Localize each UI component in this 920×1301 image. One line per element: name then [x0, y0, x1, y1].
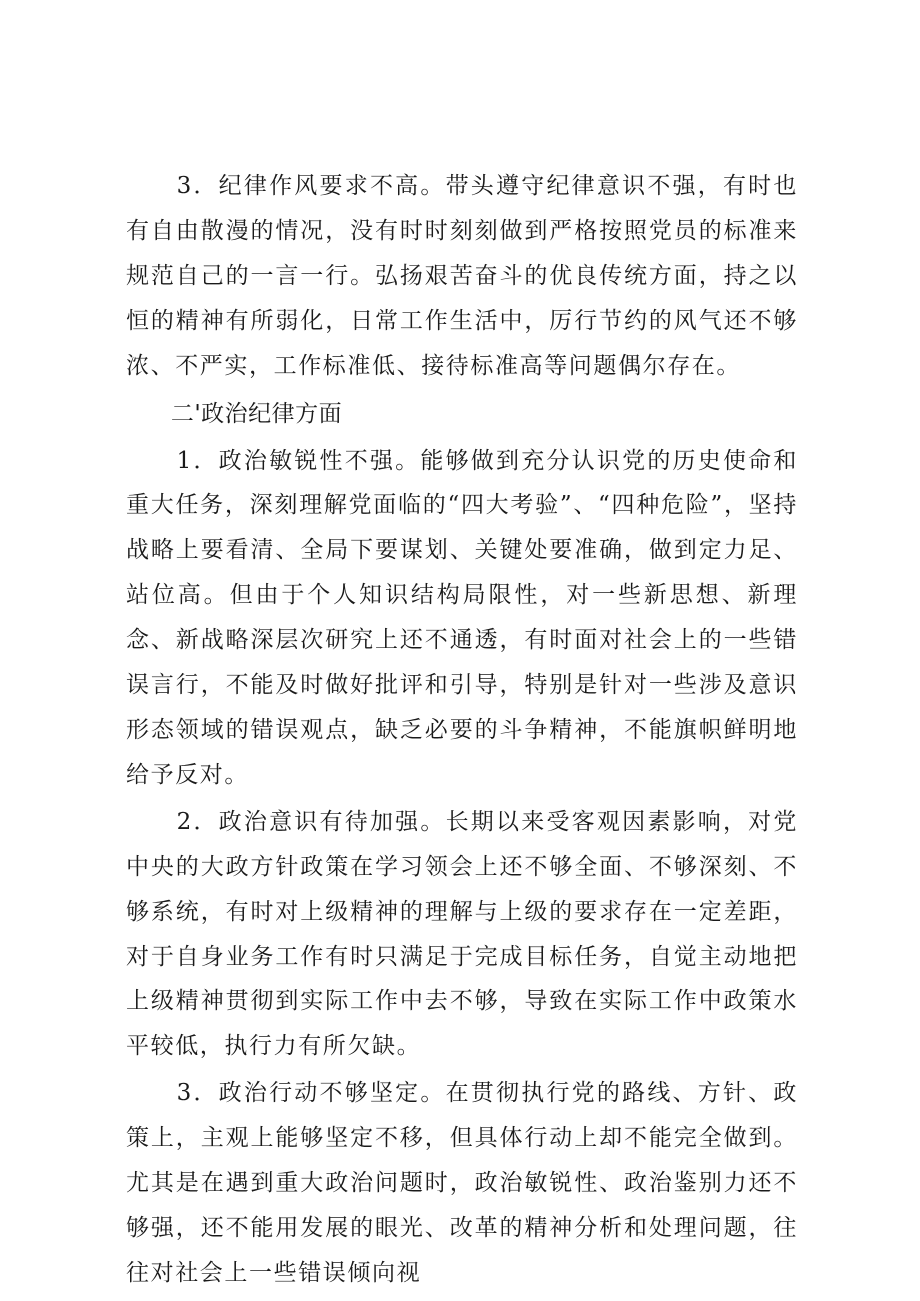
paragraph-discipline-style: 3．纪律作风要求不高。带头遵守纪律意识不强，有时也有自由散漫的情况，没有时时刻刻做到严格按照党员的标准来规范自己的一言一行。弘扬艰苦奋斗的优良传统方面，持之以恒的精神有所弱化，日常工作生活中，厉行节约的风气还不够浓、不严实，工作标准低、接待标准高等问题偶尔存在。 — [126, 173, 798, 379]
section-heading-political-discipline: 二'政治纪律方面 — [170, 400, 343, 427]
paragraph-political-sensitivity: 1．政治敏锐性不强。能够做到充分认识党的历史使命和重大任务，深刻理解党面临的“四大考验”、“四种危险”，坚持战略上要看清、全局下要谋划、关键处要准确，做到定力足、站位高。但由于个人知识结构局限性，对一些新思想、新理念、新战略深层次研究上还不通透，有时面对社会上的一些错误言行，不能及时做好批评和引导，特别是针对一些涉及意识形态领域的错误观点，缺乏必要的斗争精神，不能旗帜鲜明地给予反对。 — [126, 447, 798, 788]
paragraph-political-awareness: 2．政治意识有待加强。长期以来受客观因素影响，对党中央的大政方针政策在学习领会上还不够全面、不够深刻、不够系统，有时对上级精神的理解与上级的要求存在一定差距，对于自身业务工作有时只满足于完成目标任务，自觉主动地把上级精神贯彻到实际工作中去不够，导致在实际工作中政策水平较低，执行力有所欠缺。 — [126, 808, 798, 1060]
document-body — [126, 164, 798, 1298]
paragraph-political-action: 3．政治行动不够坚定。在贯彻执行党的路线、方针、政策上，主观上能够坚定不移，但具体行动上却不能完全做到。尤其是在遇到重大政治问题时，政治敏锐性、政治鉴别力还不够强，还不能用发展的眼光、改革的精神分析和处理问题，往往对社会上一些错误倾向视 — [126, 1080, 798, 1286]
